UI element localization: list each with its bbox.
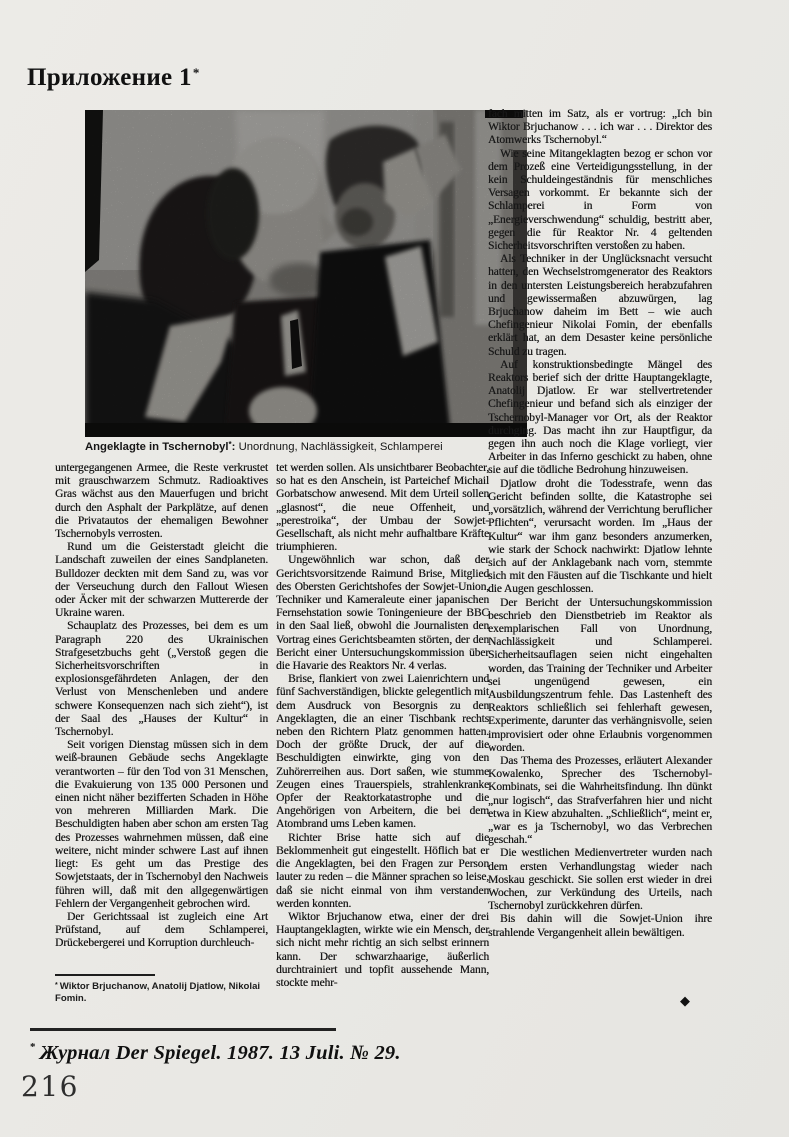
defendants-photo <box>85 110 527 437</box>
paragraph: Schauplatz des Prozesses, bei dem es um Paragraph 220 des Ukrainischen Strafgesetzbuchs geht („Verstoß gegen die Sicherheitsvorschriften in explosionsgefährdeten Anlagen, der den Verlust von Menschenleben und andere schwere Konsequenzen nach sich zieht“), ist der Saal des „Hauses der Kultur“ in Tschernobyl. <box>55 620 268 739</box>
paragraph: Richter Brise hatte sich auf die Beklommenheit gut eingestellt. Höflich bat er die Angeklagten, bei den Fragen zur Person lauter zu reden – die Männer sprachen so leise, daß sie nicht einmal von ihm verstanden werden konnten. <box>276 831 489 910</box>
paragraph: Wiktor Brjuchanow etwa, einer der drei Hauptangeklagten, wirkte wie ein Mensch, der sich nicht mehr richtig an sich selbst erinnern kann. Der schwarzhaarige, äußerlich durchtrainiert und topfit aussehende Mann, stockte mehr- <box>276 910 489 989</box>
footnote-separator-rule <box>55 974 155 976</box>
source-separator-rule <box>30 1028 336 1031</box>
names-footnote <box>55 980 270 1004</box>
paragraph: Brise, flankiert von zwei Laienrichtern und fünf Sachverständigen, blickte gelegentlich mit dem Ausdruck von Besorgnis zu den Angeklagten, die an einer Tischbank rechts neben den Richtern Platz genommen hatten. Doch der größte Druck, der auf die Beschuldigten einwirkte, ging von den Zuhörerreihen aus. Dort saßen, wie stumme Zeugen eines Trauerspiels, strahlenkranke Opfer der Reaktorkatastrophe und die Angehörigen von Arbeitern, die bei dem Atombrand ums Leben kamen. <box>276 673 489 831</box>
photo-caption-colon: : <box>231 441 236 453</box>
page-title-footnote-marker: * <box>192 65 200 80</box>
paragraph: Der Gerichtssaal ist zugleich eine Art Prüfstand, auf dem Schlamperei, Drückebergerei und Korruption durchleuch- <box>55 910 268 950</box>
source-citation-text: Журнал Der Spiegel. 1987. 13 Juli. № 29. <box>39 1042 401 1064</box>
paragraph: Der Bericht der Untersuchungskommission beschrieb den Dienstbetrieb im Reaktor als exemplarischen Fall von Unordnung, Nachlässigkeit und Schlamperei. Sicherheitsauflagen seien nicht eingehalten worden, das Training der Techniker und Arbeiter sei ungenügend gewesen, ein Ausbildungszentrum fehle. Das Lastenheft des Reaktors schließlich sei fehlerhaft gewesen, Experimente, darunter das verhängnisvolle, seien improvisiert oder ohne Erlaubnis vorgenommen worden. <box>488 596 712 754</box>
text-column-3 <box>488 108 712 940</box>
text-column-1 <box>55 462 268 951</box>
paragraph: fach mitten im Satz, als er vortrug: „Ich bin Wiktor Brjuchanow . . . ich war . . . Direktor des Atomwerks Tschernobyl.“ <box>488 108 712 147</box>
page-title <box>27 64 200 92</box>
paragraph: Seit vorigen Dienstag müssen sich in dem weiß-braunen Gebäude sechs Angeklagte verantworten – für den Tod von 31 Menschen, die Evakuierung von 135 000 Personen und einen nicht näher bezifferten Schaden in Höhe von mehreren Milliarden Mark. Die Beschuldigten haben aber schon am ersten Tag des Prozesses wahrnehmen müssen, daß eine weitere, nicht minder schwere Last auf ihnen liegt: Es geht um das Prestige des Sowjetstaats, der in Tschernobyl den Nachweis führen will, daß mit den allgegenwärtigen Fehlern der Vergangenheit gebrochen wird. <box>55 739 268 910</box>
paragraph: tet werden sollen. Als unsichtbarer Beobachter, so hat es den Anschein, ist Parteichef Michail Gorbatschow anwesend. Mit dem Urteil sollen „glasnost“, die neue Offenheit, und „perestroika“, der Umbau der Sowjet-Gesellschaft, als nicht mehr aufhaltbare Kräfte triumphieren. <box>276 462 489 554</box>
photo-caption-subject: Angeklagte in Tschernobyl <box>85 441 229 453</box>
paragraph: Ungewöhnlich war schon, daß der Gerichtsvorsitzende Raimund Brise, Mitglied des Obersten Gerichtshofes der Sowjet-Union, Techniker und Kameraleute einer japanischen Fernsehstation sowie Toningenieure der BBC in den Saal ließ, obwohl die Journalisten den Vortrag eines Gerichtsbeamten störten, der den Bericht einer Untersuchungskommission über die Havarie des Reaktors Nr. 4 verlas. <box>276 554 489 673</box>
paragraph: Bis dahin will die Sowjet-Union ihre strahlende Vergangenheit allein bewältigen. <box>488 913 712 939</box>
page-title-text: Приложение 1 <box>27 64 192 91</box>
paragraph: Wie seine Mitangeklagten bezog er schon vor dem Prozeß eine Verteidigungsstellung, in der kein Schuldeingeständnis für menschliches Versagen vorkommt. Er bekannte sich der Schlamperei in Form von „Energieverschwendung“ schuldig, bestritt aber, gegen die für Reaktor Nr. 4 geltenden Sicherheitsvorschriften verstoßen zu haben. <box>488 147 712 253</box>
source-citation <box>30 1041 401 1065</box>
names-footnote-text: Wiktor Brjuchanow, Anatolij Djatlow, Nikolai Fomin. <box>55 981 261 1004</box>
paragraph: untergegangenen Armee, die Reste verkrustet mit grauschwarzem Schmutz. Radioaktives Gras wächst aus den Mauerfugen und bricht durch den Asphalt der Parkplätze, auf denen die Privatautos der ehemaligen Bewohner Tschernobyls verrosten. <box>55 462 268 541</box>
photo-caption <box>85 440 530 453</box>
paragraph: Als Techniker in der Unglücksnacht versucht hatten, den Wechselstromgenerator des Reaktors in den untersten Leistungsbereich herabzufahren und gewissermaßen abzuwürgen, lag Brjuchanow daheim im Bett – wie auch Chefingenieur Nikolai Fomin, der ebenfalls erklärt hat, an dem Desaster keine persönliche Schuld zu tragen. <box>488 253 712 358</box>
text-column-2 <box>276 462 489 990</box>
names-footnote-marker: * <box>55 982 58 989</box>
paragraph: Auf konstruktionsbedingte Mängel des Reaktors berief sich der dritte Hauptangeklagte, Anatolij Djatlow. Er war stellvertretender Chefingenieur und befand sich als einziger der Tschernobyl-Manager vor Ort, als der Reaktor durchging. Das macht ihn zur Hauptfigur, da gegen ihn auch noch die Klage vorliegt, vier Arbeiter in das Inferno geschickt zu haben, ohne sie auf die tödliche Bedrohung hinzuweisen. <box>488 358 712 477</box>
paragraph: Rund um die Geisterstadt gleicht die Landschaft zuweilen der eines Sandplaneten. Bulldozer deckten mit dem Sand zu, was vor der Verseuchung durch den Fallout Wiesen oder Äcker mit der schwarzen Muttererde der Ukraine waren. <box>55 541 268 620</box>
courtroom-photo-illustration <box>85 110 527 437</box>
paragraph: Die westlichen Medienvertreter wurden nach dem ersten Verhandlungstag wieder nach Moskau geschickt. Sie sollen erst wieder in drei Wochen, zur Verkündung des Urteils, nach Tschernobyl zurückkehren dürfen. <box>488 847 712 913</box>
source-citation-marker: * <box>30 1041 36 1053</box>
end-diamond-icon: ◆ <box>680 993 690 1008</box>
paragraph: Djatlow droht die Todesstrafe, wenn das Gericht befinden sollte, die Katastrophe sei „vorsätzlich, während der Verrichtung beruflicher Pflichten“, verursacht worden. Im „Haus der Kultur“ war ihm ganz besonders anzumerken, wie stark der Schock nachwirkt: Djatlow lehnte sich auf der Anklagebank nach vorn, stemmte sich mit den Fäusten auf die Tischkante und hielt die Augen geschlossen. <box>488 477 712 596</box>
photo-caption-text: Unordnung, Nachlässigkeit, Schlamperei <box>235 441 443 453</box>
page-number: 216 <box>21 1070 79 1103</box>
paragraph: Das Thema des Prozesses, erläutert Alexander Kowalenko, Sprecher des Tschernobyl-Kombinats, sei die Wahrheitsfindung. Ihn dünkt „nur logisch“, das Strafverfahren hier und nicht etwa in Kiew abzuhalten. „Schließlich“, meint er, „war es ja Tschernobyl, wo das Verbrechen geschah.“ <box>488 754 712 847</box>
photo-caption-footnote-marker: * <box>228 440 232 449</box>
